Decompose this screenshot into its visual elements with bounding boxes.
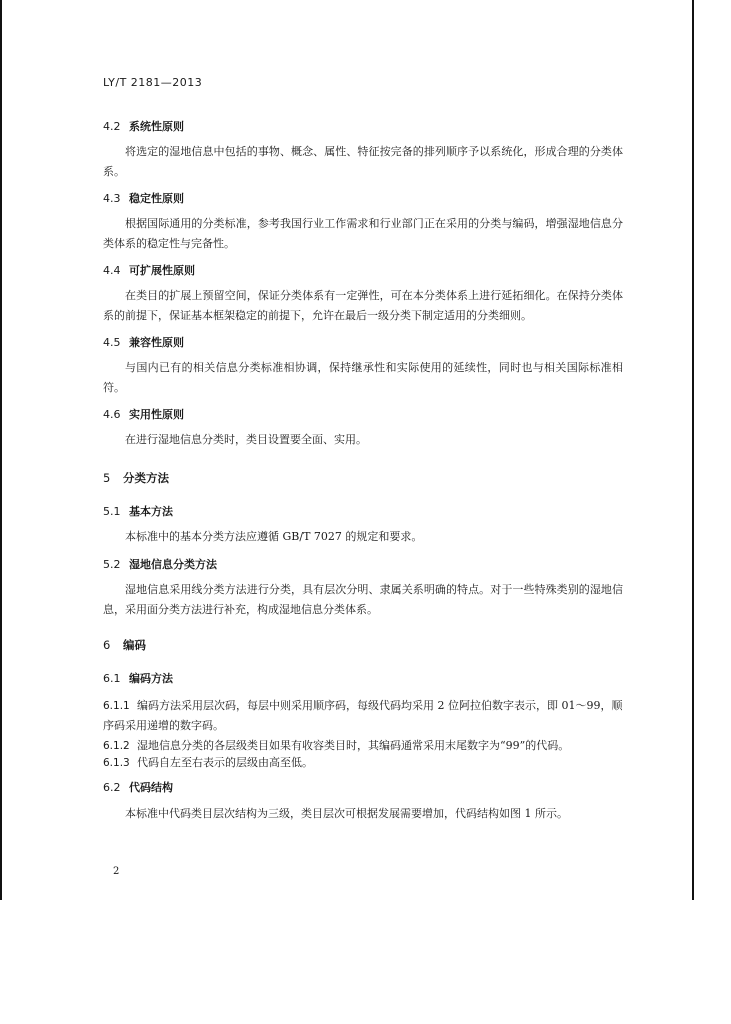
clause-6-1-1 — [103, 696, 623, 736]
section-number: 6.1 — [103, 672, 121, 685]
section-title: 编码方法 — [129, 672, 173, 685]
clause-text: 代码自左至右表示的层级由高至低。 — [137, 756, 313, 769]
scan-border-right — [692, 0, 694, 900]
chapter-number: 5 — [103, 471, 111, 485]
standard-code: LY/T 2181—2013 — [103, 76, 203, 89]
clause-number: 6.1.3 — [103, 757, 130, 769]
paragraph-4-5: 与国内已有的相关信息分类标准相协调，保持继承性和实际使用的延续性，同时也与相关国际标准相符。 — [103, 361, 623, 394]
section-number: 5.1 — [103, 505, 121, 518]
paragraph-5-2: 湿地信息采用线分类方法进行分类，具有层次分明、隶属关系明确的特点。对于一些特殊类别的湿地信息，采用面分类方法进行补充，构成湿地信息分类体系。 — [103, 583, 623, 616]
section-number: 4.6 — [103, 408, 121, 421]
section-title: 基本方法 — [129, 505, 173, 518]
paragraph-5-1: 本标准中的基本分类方法应遵循 GB/T 7027 的规定和要求。 — [125, 530, 423, 543]
section-title: 湿地信息分类方法 — [129, 558, 217, 571]
clause-number: 6.1.2 — [103, 740, 130, 752]
chapter-title: 分类方法 — [123, 471, 169, 485]
scan-border-left — [0, 0, 2, 900]
heading-6-1 — [103, 670, 173, 686]
heading-4-6 — [103, 406, 184, 422]
section-number: 4.2 — [103, 120, 121, 133]
section-number: 6.2 — [103, 781, 121, 794]
section-title: 系统性原则 — [129, 120, 184, 133]
clause-number: 6.1.1 — [103, 700, 130, 712]
paragraph-4-3: 根据国际通用的分类标准，参考我国行业工作需求和行业部门正在采用的分类与编码，增强湿地信息分类体系的稳定性与完备性。 — [103, 217, 623, 250]
heading-5 — [103, 470, 169, 486]
chapter-title: 编码 — [123, 638, 146, 652]
heading-4-5 — [103, 334, 184, 350]
chapter-number: 6 — [103, 638, 111, 652]
paragraph-4-4: 在类目的扩展上预留空间，保证分类体系有一定弹性，可在本分类体系上进行延拓细化。在保持分类体系的前提下，保证基本框架稳定的前提下，允许在最后一级分类下制定适用的分类细则。 — [103, 289, 623, 322]
section-number: 4.4 — [103, 264, 121, 277]
heading-5-2 — [103, 556, 217, 572]
section-title: 可扩展性原则 — [129, 264, 195, 277]
heading-4-4 — [103, 262, 195, 278]
paragraph-4-2: 将选定的湿地信息中包括的事物、概念、属性、特征按完备的排列顺序予以系统化，形成合理的分类体系。 — [103, 145, 623, 178]
section-number: 5.2 — [103, 558, 121, 571]
clause-text: 湿地信息分类的各层级类目如果有收容类目时，其编码通常采用末尾数字为“99”的代码。 — [137, 739, 570, 752]
section-title: 稳定性原则 — [129, 192, 184, 205]
clause-6-1-3 — [103, 753, 623, 773]
section-title: 代码结构 — [129, 781, 173, 794]
paragraph-6-2: 本标准中代码类目层次结构为三级，类目层次可根据发展需要增加，代码结构如图 1 所示。 — [125, 807, 568, 820]
section-title: 兼容性原则 — [129, 336, 184, 349]
heading-6-2 — [103, 779, 173, 795]
section-title: 实用性原则 — [129, 408, 184, 421]
section-number: 4.5 — [103, 336, 121, 349]
heading-4-3 — [103, 190, 184, 206]
page-number: 2 — [113, 866, 120, 877]
paragraph-4-6: 在进行湿地信息分类时，类目设置要全面、实用。 — [125, 433, 367, 446]
heading-4-2 — [103, 118, 184, 134]
heading-6 — [103, 637, 146, 653]
section-number: 4.3 — [103, 192, 121, 205]
clause-text: 编码方法采用层次码，每层中则采用顺序码，每级代码均采用 2 位阿拉伯数字表示，即 01～99，顺序码采用递增的数字码。 — [103, 699, 623, 732]
heading-5-1 — [103, 503, 173, 519]
